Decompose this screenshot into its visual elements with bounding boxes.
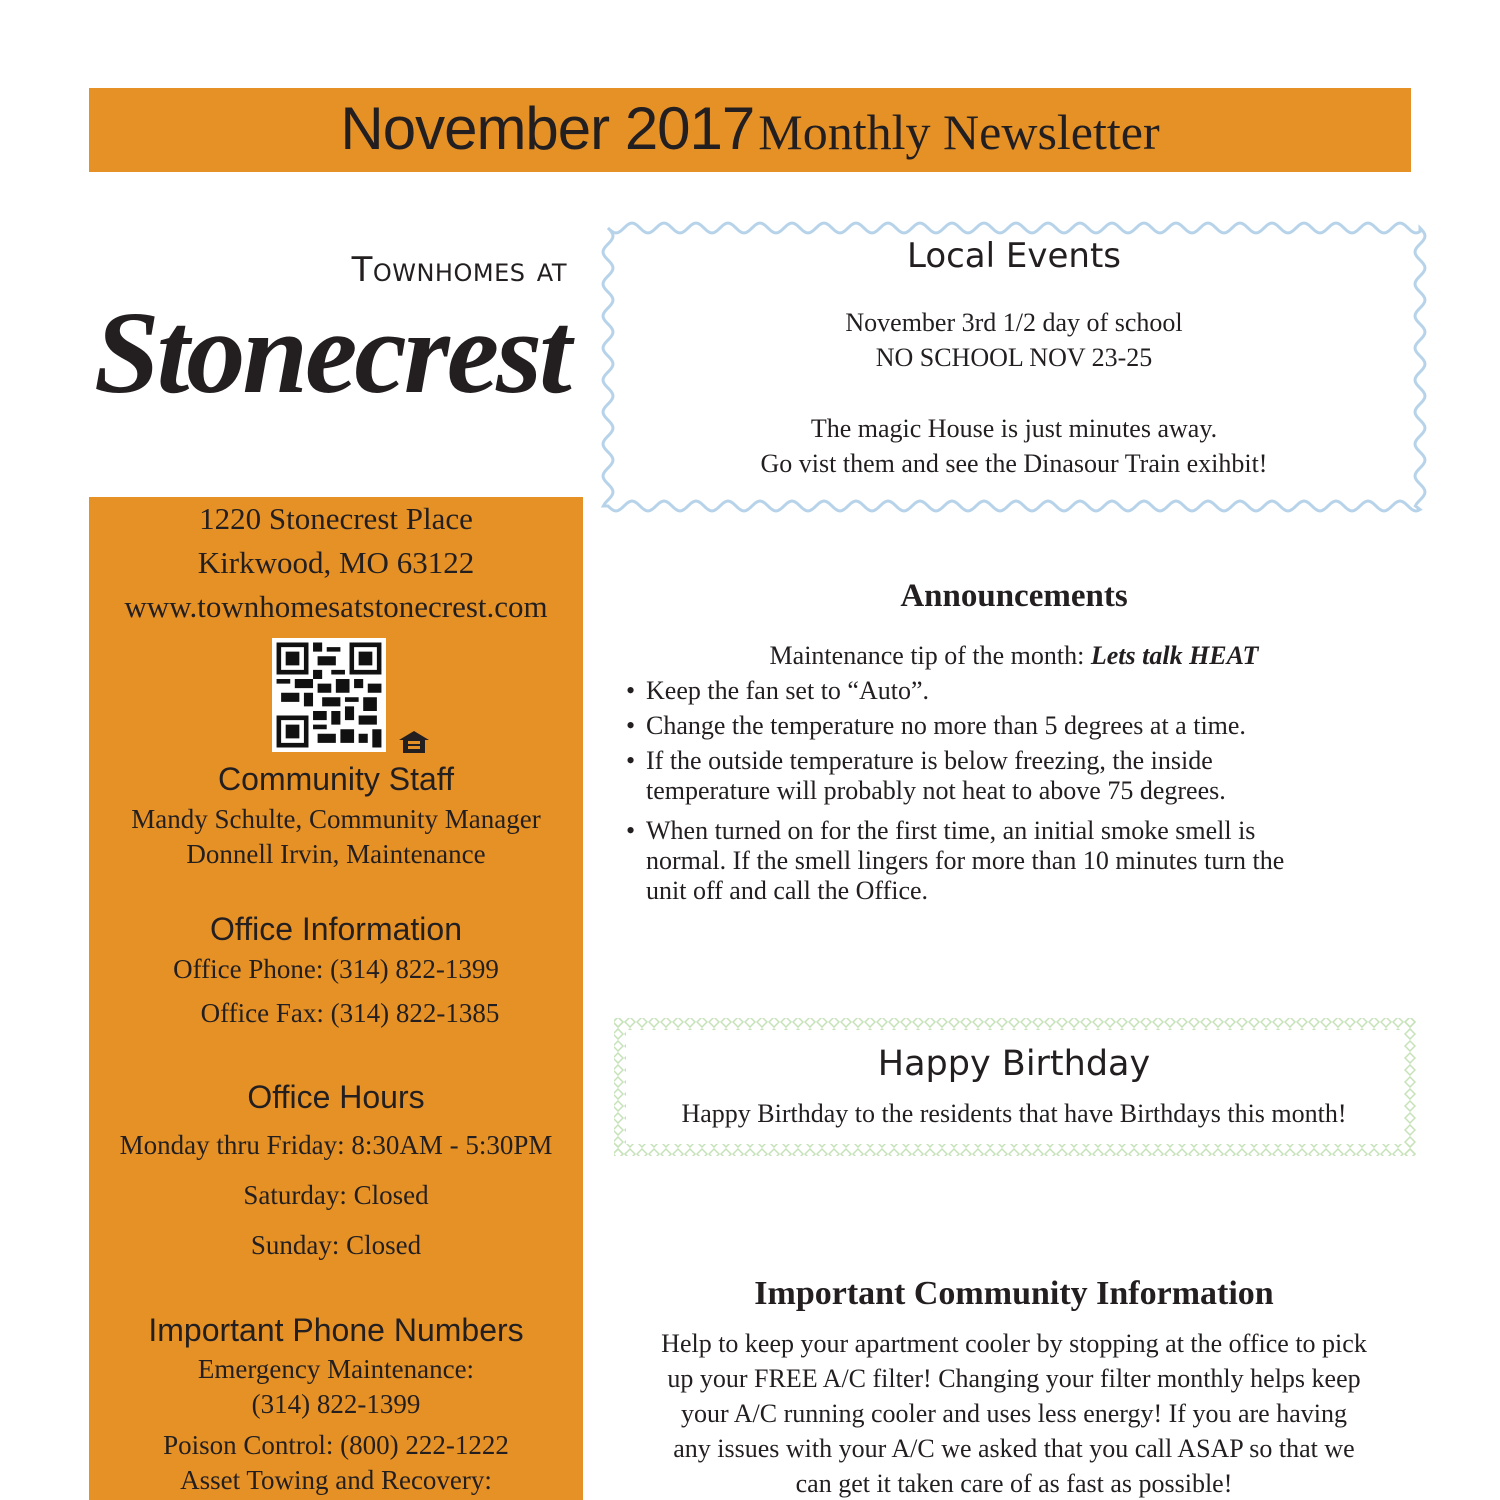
equal-housing-icon: [397, 729, 431, 755]
event-line: The magic House is just minutes away.: [810, 414, 1218, 443]
community-line: can get it taken care of as fast as possible!: [795, 1469, 1233, 1498]
birthday-title: Happy Birthday: [877, 1044, 1151, 1084]
bullet-text: unit off and call the Office.: [646, 876, 929, 905]
logo-top-text: Townhomes at: [351, 250, 567, 290]
bullet-item: • If the outside temperature is below freezing, the inside temperature will probably not heat to above 75 degrees.: [626, 746, 1226, 805]
community-title: Important Community Information: [754, 1275, 1274, 1312]
announcements-intro: [610, 641, 1418, 671]
bullet-item: • When turned on for the first time, an initial smoke smell is normal. If the smell lingers for more than 10 minutes turn the unit off and call the Office.: [626, 816, 1285, 905]
qr-code: [272, 638, 386, 752]
newsletter-title: [89, 94, 1411, 163]
bullet-text: temperature will probably not heat to above 75 degrees.: [646, 776, 1226, 805]
event-line: November 3rd 1/2 day of school: [845, 308, 1183, 337]
hours-line: Monday thru Friday: 8:30AM - 5:30PM: [119, 1130, 553, 1160]
address-line: Kirkwood, MO 63122: [197, 545, 475, 580]
phones-heading: Important Phone Numbers: [148, 1312, 524, 1348]
hours-heading: Office Hours: [247, 1079, 425, 1115]
events-title: Local Events: [906, 236, 1122, 276]
staff-line: Mandy Schulte, Community Manager: [131, 804, 541, 834]
phone-line: Asset Towing and Recovery:: [180, 1465, 492, 1495]
bullet-text: When turned on for the first time, an initial smoke smell is: [646, 816, 1256, 845]
title-month: November 2017: [340, 95, 755, 162]
community-line: Help to keep your apartment cooler by stopping at the office to pick: [661, 1329, 1367, 1358]
address-line: 1220 Stonecrest Place: [199, 501, 473, 536]
intro-text: Maintenance tip of the month:: [769, 641, 1091, 670]
bullet-text: If the outside temperature is below freezing, the inside: [646, 746, 1213, 775]
website-link[interactable]: www.townhomesatstonecrest.com: [124, 589, 548, 624]
newsletter-header: [89, 88, 1411, 172]
logo-script-text: Stonecrest: [94, 287, 569, 418]
office-heading: Office Information: [210, 911, 462, 947]
birthday-diamond-border: [612, 1016, 1418, 1158]
community-line: your A/C running cooler and uses less energy! If you are having: [681, 1399, 1347, 1428]
community-line: up your FREE A/C filter! Changing your filter monthly helps keep: [667, 1364, 1361, 1393]
logo: [90, 250, 585, 418]
contact-sidebar: [89, 497, 583, 1500]
bullet-item: • Keep the fan set to “Auto”.: [626, 676, 930, 705]
bullet-text: Change the temperature no more than 5 degrees at a time.: [646, 711, 1246, 740]
bullet-item: • Change the temperature no more than 5 degrees at a time.: [626, 711, 1246, 740]
hours-line: Sunday: Closed: [250, 1230, 422, 1260]
event-line: Go vist them and see the Dinasour Train exihbit!: [760, 449, 1268, 478]
staff-heading: Community Staff: [218, 761, 454, 797]
event-line: NO SCHOOL NOV 23-25: [875, 343, 1153, 372]
bullet-text: Keep the fan set to “Auto”.: [646, 676, 930, 705]
hours-line: Saturday: Closed: [243, 1180, 429, 1210]
office-fax: Office Fax: (314) 822-1385: [200, 998, 500, 1028]
office-phone: Office Phone: (314) 822-1399: [173, 954, 499, 984]
bullet-text: normal. If the smell lingers for more than 10 minutes turn the: [646, 846, 1285, 875]
phone-line: Emergency Maintenance:: [197, 1354, 475, 1384]
phone-line: Poison Control: (800) 222-1222: [163, 1430, 509, 1460]
phone-line: (314) 822-1399: [251, 1389, 421, 1419]
title-rest: Monthly Newsletter: [758, 104, 1160, 160]
community-line: any issues with your A/C we asked that you call ASAP so that we: [673, 1434, 1355, 1463]
intro-emphasis: Lets talk HEAT: [1090, 641, 1259, 670]
staff-line: Donnell Irvin, Maintenance: [186, 839, 486, 869]
birthday-text: Happy Birthday to the residents that have Birthdays this month!: [681, 1099, 1347, 1128]
announcements-title: Announcements: [900, 578, 1128, 614]
